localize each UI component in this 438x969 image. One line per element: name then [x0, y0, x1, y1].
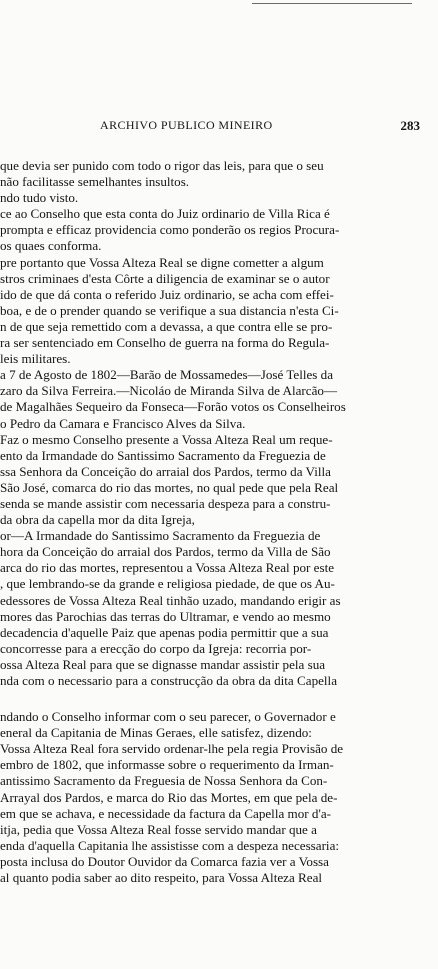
text-line: posta inclusa do Doutor Ouvidor da Comarca fazia ver a Vossa [0, 853, 329, 869]
text-line: ra ser sentenciado em Conselho de guerra na forma do Regula- [0, 335, 330, 351]
running-title: ARCHIVO PUBLICO MINEIRO [100, 118, 273, 132]
text-line: ossa Alteza Real para que se dignasse mandar assistir pela sua [0, 656, 326, 672]
text-line: eneral da Capitania de Minas Geraes, elle satisfez, dizendo: [0, 725, 312, 741]
text-line: mores das Parochias das terras do Ultramar, e vendo ao mesmo [0, 608, 331, 624]
text-line: leis militares. [0, 351, 71, 367]
text-line: ento da Irmandade do Santissimo Sacramento da Freguezia de [0, 447, 326, 463]
text-line: itja, pedia que Vossa Alteza Real fosse servido mandar que a [0, 821, 317, 837]
text-line: Faz o mesmo Conselho presente a Vossa Alteza Real um reque- [0, 431, 333, 447]
text-line: ce ao Conselho que esta conta do Juiz ordinario de Villa Rica é [0, 206, 330, 222]
top-rule [252, 3, 412, 4]
text-line: ndando o Conselho informar com o seu parecer, o Governador e [0, 709, 336, 725]
text-line: São José, comarca do rio das mortes, no qual pede que pela Real [0, 479, 339, 495]
text-line: a 7 de Agosto de 1802—Barão de Mossamedes—José Telles da [0, 367, 334, 383]
text-line: o Pedro da Camara e Francisco Alves da Silva. [0, 415, 246, 431]
text-line: zaro da Silva Ferreira.—Nicoláo de Miranda Silva de Alarcão— [0, 383, 338, 399]
body-text [0, 158, 438, 886]
text-line: prompta e efficaz providencia como ponderão os regios Procura- [0, 222, 340, 238]
text-line: n de que seja remettido com a devassa, a que contra elle se pro- [0, 318, 333, 334]
text-line: pre portanto que Vossa Alteza Real se digne cometter a algum [0, 254, 324, 270]
text-line: edessores de Vossa Alteza Real tinhão uzado, mandando erigir as [0, 592, 341, 608]
text-line: Vossa Alteza Real fora servido ordenar-lhe pela regia Provisão de [0, 741, 344, 757]
text-line: arca do rio das mortes, representou a Vossa Alteza Real por este [0, 560, 335, 576]
page-header [100, 118, 420, 138]
text-line: or—A Irmandade do Santissimo Sacramento da Freguezia de [0, 528, 321, 544]
text-line: decadencia d'aquelle Paiz que apenas podia permittir que a sua [0, 624, 329, 640]
text-line: al quanto podia saber ao dito respeito, para Vossa Alteza Real [0, 870, 323, 886]
text-line: concorresse para a erecção do corpo da Igreja: recorria por- [0, 640, 312, 656]
text-line: antissimo Sacramento da Freguesia de Nossa Senhora da Con- [0, 773, 328, 789]
text-line: stros criminaes d'esta Côrte a diligencia de examinar se o autor [0, 270, 330, 286]
text-line: ido de que dá conta o referido Juiz ordinario, se acha com effei- [0, 286, 334, 302]
page-number: 283 [400, 118, 420, 133]
text-line: ssa Senhora da Conceição do arraial dos Pardos, termo da Villa [0, 463, 331, 479]
text-line: embro de 1802, que informasse sobre o requerimento da Irman- [0, 757, 334, 773]
text-line: nda com o necessario para a construcção da obra da dita Capella [0, 673, 338, 688]
text-line: senda se mande assistir com necessaria despeza para a constru- [0, 495, 331, 511]
text-line: os quaes conforma. [0, 238, 102, 254]
text-line: hora da Conceição do arraial dos Pardos, termo da Villa de São [0, 544, 331, 560]
text-line: Arrayal dos Pardos, e marca do Rio das Mortes, em que pela de- [0, 789, 338, 805]
text-line: que devia ser punido com todo o rigor das leis, para que o seu [0, 158, 324, 173]
text-line: ndo tudo visto. [0, 190, 79, 206]
text-line: em que se achava, e necessidade da factura da Capella mor d'a- [0, 805, 331, 821]
text-line: não facilitasse semelhantes insultos. [0, 174, 190, 190]
text-line: de Magalhães Sequeiro da Fonseca—Forão votos os Conselheiros [0, 399, 346, 415]
text-line: , que lembrando-se da grande e religiosa piedade, de que os Au- [0, 576, 335, 592]
text-line: enda d'aquella Capitania lhe assistisse com a despeza necessaria: [0, 837, 340, 853]
text-line: da obra da capella mor da dita Igreja, [0, 512, 195, 528]
text-line [0, 689, 438, 709]
text-line: boa, e de o prender quando se verifique a sua distancia n'esta Ci- [0, 302, 339, 318]
